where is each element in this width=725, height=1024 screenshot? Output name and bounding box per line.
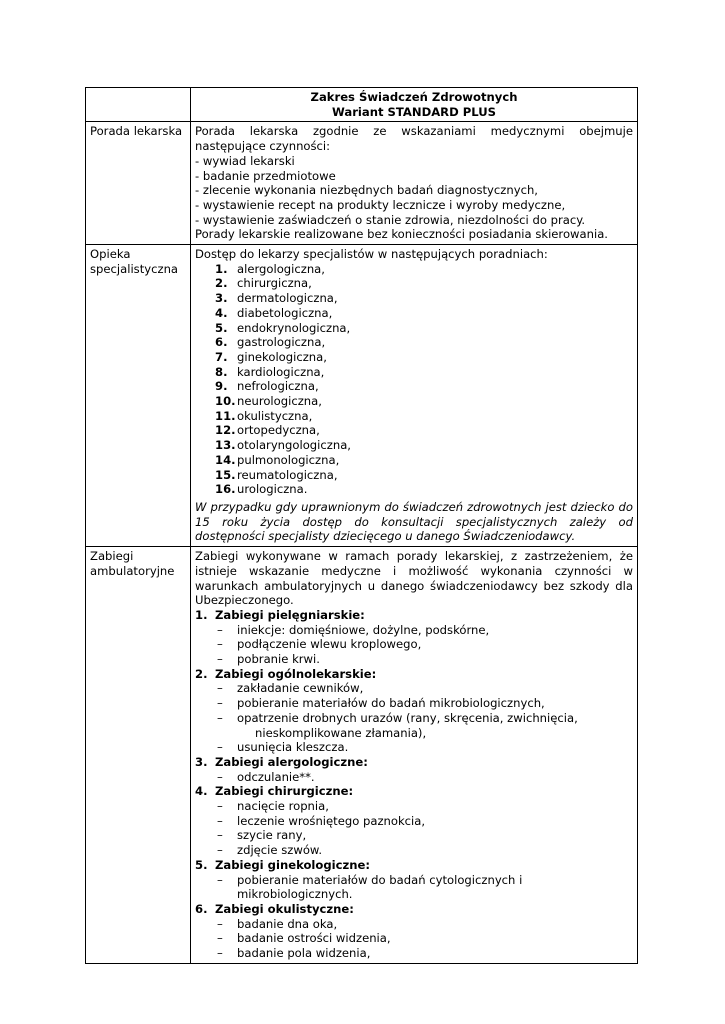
dash-bullet: – (217, 916, 223, 931)
clinic-item (215, 335, 633, 350)
header-row (86, 88, 638, 122)
procedure-item-label: pobranie krwi. (237, 652, 320, 667)
procedure-item-label: nacięcie ropnia, (237, 799, 329, 814)
clinic-item-label: urologiczna. (237, 482, 308, 497)
procedure-item (195, 799, 633, 814)
procedure-category-title: Zabiegi alergologiczne: (215, 754, 368, 769)
porada-item: - badanie przedmiotowe (195, 168, 336, 183)
clinic-item (215, 276, 633, 291)
procedure-category-heading (195, 608, 633, 623)
clinic-item-number: 3. (215, 291, 228, 306)
clinic-item-number: 10. (215, 394, 236, 409)
procedure-category-number: 5. (195, 857, 208, 872)
clinic-item-number: 5. (215, 320, 228, 335)
clinic-item-number: 7. (215, 349, 228, 364)
clinic-item (215, 453, 633, 468)
procedure-item-label: zakładanie cewników, (237, 681, 364, 696)
procedure-item-label: usunięcia kleszcza. (237, 740, 349, 755)
clinic-item (215, 438, 633, 453)
dash-bullet: – (217, 652, 223, 667)
procedure-item (195, 946, 633, 961)
dash-bullet: – (217, 637, 223, 652)
procedure-item (195, 843, 633, 858)
procedure-category-number: 2. (195, 666, 208, 681)
clinic-item (215, 350, 633, 365)
document-title (191, 88, 638, 122)
procedure-category (195, 608, 633, 667)
dash-bullet: – (217, 681, 223, 696)
clinic-item-label: alergologiczna, (237, 261, 325, 276)
dash-bullet: – (217, 740, 223, 755)
clinic-item-number: 15. (215, 467, 236, 482)
procedure-item-label: szycie rany, (237, 828, 307, 843)
clinic-item (215, 482, 633, 497)
clinic-item (215, 321, 633, 336)
clinic-item-number: 12. (215, 423, 236, 438)
porada-item: - wystawienie zaświadczeń o stanie zdrowia, niezdolności do pracy. (195, 212, 586, 227)
procedure-item-label: pobieranie materiałów do badań mikrobiologicznych, (237, 696, 545, 711)
procedure-item (195, 814, 633, 829)
procedure-item (195, 740, 633, 755)
procedure-category-number: 6. (195, 901, 208, 916)
title-line-1: Zakres Świadczeń Zdrowotnych (310, 90, 518, 104)
dash-bullet: – (217, 946, 223, 961)
procedure-item (195, 681, 633, 696)
clinic-item-label: chirurgiczna, (237, 276, 312, 291)
procedure-item-label: odczulanie**. (237, 769, 315, 784)
opieka-content (191, 245, 638, 547)
procedure-category-heading (195, 858, 633, 873)
clinic-item (215, 394, 633, 409)
dash-bullet: – (217, 931, 223, 946)
procedure-category (195, 902, 633, 961)
procedure-item (195, 873, 633, 902)
clinic-item-label: ginekologiczna, (237, 349, 327, 364)
procedure-categories (195, 608, 633, 961)
dash-bullet: – (217, 696, 223, 711)
procedure-category (195, 858, 633, 902)
procedure-category-title: Zabiegi pielęgniarskie: (215, 607, 365, 622)
dash-bullet: – (217, 813, 223, 828)
clinic-item-number: 16. (215, 482, 236, 497)
dash-bullet: – (217, 799, 223, 814)
procedure-item-label: badanie pola widzenia, (237, 946, 371, 961)
porada-item: - zlecenie wykonania niezbędnych badań diagnostycznych, (195, 183, 538, 198)
procedure-category-title: Zabiegi ginekologiczne: (215, 857, 371, 872)
clinic-item-label: endokrynologiczna, (237, 320, 351, 335)
clinic-item-label: dermatologiczna, (237, 291, 338, 306)
zabiegi-label: Zabiegi ambulatoryjne (86, 547, 191, 964)
procedure-category-heading (195, 784, 633, 799)
procedure-category-number: 4. (195, 784, 208, 799)
porada-label: Porada lekarska (86, 122, 191, 245)
clinic-item-label: neurologiczna, (237, 394, 322, 409)
clinic-item-number: 4. (215, 305, 228, 320)
dash-bullet: – (217, 843, 223, 858)
clinic-item-number: 2. (215, 276, 228, 291)
procedure-item (195, 637, 633, 652)
procedure-category (195, 667, 633, 755)
services-table (85, 87, 638, 964)
clinic-item-label: okulistyczna, (237, 408, 313, 423)
opieka-row (86, 245, 638, 547)
porada-item: - wystawienie recept na produkty lecznicze i wyroby medyczne, (195, 197, 566, 212)
procedure-item-label: opatrzenie drobnych urazów (rany, skręcenia, zwichnięcia, (237, 710, 578, 725)
procedure-item-continuation (195, 726, 633, 741)
clinic-item (215, 468, 633, 483)
clinic-item-label: reumatologiczna, (237, 467, 338, 482)
procedure-category (195, 755, 633, 784)
procedure-item-label: zdjęcie szwów. (237, 843, 323, 858)
clinic-item (215, 423, 633, 438)
dash-bullet: – (217, 872, 223, 887)
procedure-item (195, 917, 633, 932)
clinic-item (215, 306, 633, 321)
zabiegi-content (191, 547, 638, 964)
procedure-category (195, 784, 633, 858)
procedure-category-heading (195, 902, 633, 917)
dash-bullet: – (217, 622, 223, 637)
procedure-category-heading (195, 755, 633, 770)
procedure-category-title: Zabiegi ogólnolekarskie: (215, 666, 377, 681)
clinic-item-number: 13. (215, 438, 236, 453)
clinic-item-label: diabetologiczna, (237, 305, 333, 320)
procedure-item (195, 770, 633, 785)
zabiegi-row (86, 547, 638, 964)
clinic-item-number: 11. (215, 408, 236, 423)
procedure-item (195, 711, 633, 726)
dash-bullet: – (217, 828, 223, 843)
clinic-item-label: nefrologiczna, (237, 379, 319, 394)
procedure-item-label: nieskomplikowane złamania), (255, 725, 427, 740)
porada-row (86, 122, 638, 245)
procedure-category-number: 3. (195, 754, 208, 769)
clinic-item-number: 6. (215, 335, 228, 350)
clinic-item (215, 365, 633, 380)
procedure-item-label: leczenie wrośniętego paznokcia, (237, 813, 426, 828)
zabiegi-intro: Zabiegi wykonywane w ramach porady lekarskiej, z zastrzeżeniem, że istnieje wskazanie medyczne i możliwość wykonania czynności w warunkach ambulatoryjnych u danego świadczeniodawcy bez szkody dla Ubezpieczonego. (195, 549, 633, 608)
procedure-item (195, 931, 633, 946)
porada-item: - wywiad lekarski (195, 153, 295, 168)
header-empty-cell (86, 88, 191, 122)
procedure-item-label: pobieranie materiałów do badań cytologicznych i mikrobiologicznych. (237, 872, 523, 902)
dash-bullet: – (217, 769, 223, 784)
procedure-item (195, 696, 633, 711)
porada-note: Porady lekarskie realizowane bez konieczności posiadania skierowania. (195, 227, 608, 242)
procedure-item (195, 623, 633, 638)
dash-bullet: – (217, 710, 223, 725)
procedure-item-label: podłączenie wlewu kroplowego, (237, 637, 422, 652)
clinic-item-label: gastrologiczna, (237, 335, 326, 350)
porada-content (191, 122, 638, 245)
procedure-category-number: 1. (195, 607, 208, 622)
procedure-category-title: Zabiegi okulistyczne: (215, 901, 354, 916)
clinic-item-number: 8. (215, 364, 228, 379)
clinic-item (215, 409, 633, 424)
clinic-item-label: otolaryngologiczna, (237, 438, 351, 453)
clinic-item (215, 291, 633, 306)
clinic-item-number: 14. (215, 452, 236, 467)
procedure-item (195, 828, 633, 843)
clinic-item (215, 262, 633, 277)
title-line-2: Wariant STANDARD PLUS (332, 104, 496, 119)
procedure-item (195, 652, 633, 667)
opieka-intro: Dostęp do lekarzy specjalistów w następujących poradniach: (195, 247, 548, 262)
procedure-item-label: badanie ostrości widzenia, (237, 931, 391, 946)
procedure-item-label: badanie dna oka, (237, 916, 338, 931)
clinic-item-label: pulmonologiczna, (237, 452, 340, 467)
clinic-item (215, 379, 633, 394)
opieka-label: Opieka specjalistyczna (86, 245, 191, 547)
procedure-category-heading (195, 667, 633, 682)
clinic-item-label: kardiologiczna, (237, 364, 325, 379)
clinic-list (195, 262, 633, 497)
opieka-note: W przypadku gdy uprawnionym do świadczeń zdrowotnych jest dziecko do 15 roku życia dostęp do konsultacji specjalistycznych zależy od dostępności specjalisty dziecięcego u danego Świadczeniodawcy. (195, 499, 633, 544)
procedure-item-label: iniekcje: domięśniowe, dożylne, podskórne, (237, 622, 490, 637)
porada-intro: Porada lekarska zgodnie ze wskazaniami medycznymi obejmuje następujące czynności: (195, 124, 633, 154)
clinic-item-label: ortopedyczna, (237, 423, 320, 438)
procedure-category-title: Zabiegi chirurgiczne: (215, 784, 354, 799)
clinic-item-number: 1. (215, 261, 228, 276)
clinic-item-number: 9. (215, 379, 228, 394)
